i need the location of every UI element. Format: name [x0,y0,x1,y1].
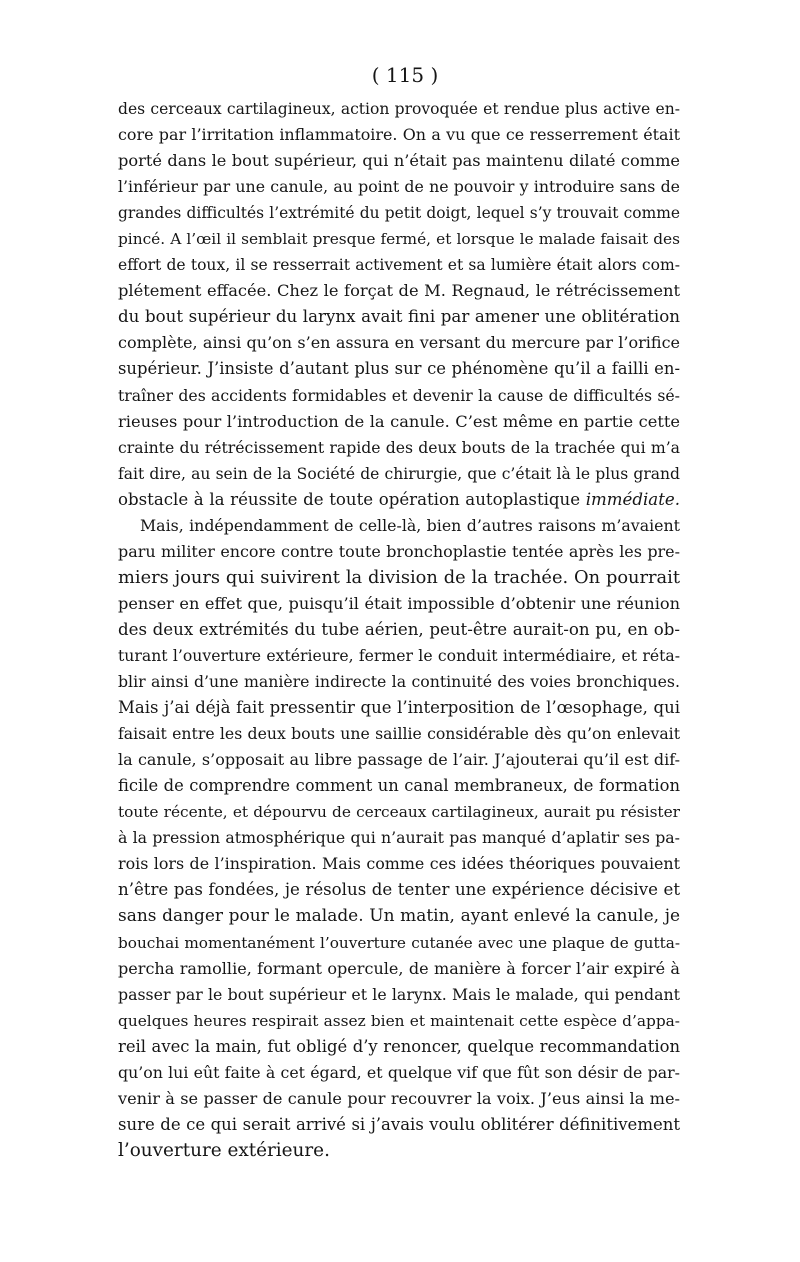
text-line: traîner des accidents formidables et devenir la cause de difficultés sé- [118,385,680,405]
italic-word: immédiate. [585,489,680,509]
text-line: des deux extrémités du tube aérien, peut-être aurait-on pu, en ob- [118,619,680,639]
text-line: pincé. A l’œil il semblait presque fermé, et lorsque le malade faisait des [118,230,680,249]
text-line: penser en effet que, puisqu’il était impossible d’obtenir une réunion [118,593,680,613]
text-line-with-italic [118,487,680,513]
text-line: complète, ainsi qu’on s’en assura en versant du mercure par l’orifice [118,333,680,353]
text-line: core par l’irritation inflammatoire. On a vu que ce resserrement était [118,125,680,145]
text-line: percha ramollie, formant opercule, de manière à forcer l’air expiré à [118,958,680,978]
text-line: plétement effacée. Chez le forçat de M. Regnaud, le rétrécissement [118,281,680,301]
text-line: ficile de comprendre comment un canal membraneux, de formation [118,776,680,796]
text-line: grandes difficultés l’extrémité du petit doigt, lequel s’y trouvait comme [118,204,680,223]
text-line: l’inférieur par une canule, au point de ne pouvoir y introduire sans de [118,177,680,197]
text-line: faisait entre les deux bouts une saillie considérable dès qu’on enlevait [118,724,680,744]
page [118,58,680,1164]
text-line: n’être pas fondées, je résolus de tenter une expérience décisive et [118,880,680,900]
text-line: porté dans le bout supérieur, qui n’était pas maintenu dilaté comme [118,151,680,171]
text-line: supérieur. J’insiste d’autant plus sur ce phénomène qu’il a failli en- [118,359,680,379]
page-number: ( 115 ) [371,63,439,87]
text-line: Mais j’ai déjà fait pressentir que l’interposition de l’œsophage, qui [118,698,680,718]
text-line: rieuses pour l’introduction de la canule. C’est même en partie cette [118,411,680,431]
text-line: passer par le bout supérieur et le larynx. Mais le malade, qui pendant [118,984,680,1004]
text-line: des cerceaux cartilagineux, action provoquée et rendue plus active en- [118,100,680,118]
text-line: du bout supérieur du larynx avait fini par amener une oblitération [118,307,680,327]
text-line: venir à se passer de canule pour recouvrer la voix. J’eus ainsi la me- [118,1088,680,1108]
body-text [118,96,680,1164]
text-line: reil avec la main, fut obligé d’y renoncer, quelque recommandation [118,1036,680,1056]
text-line: blir ainsi d’une manière indirecte la continuité des voies bronchiques. [118,672,680,692]
paragraph-end-line: l’ouverture extérieure. [118,1139,330,1161]
text-line: turant l’ouverture extérieure, fermer le conduit intermédiaire, et réta- [118,645,680,665]
text-line: paru militer encore contre toute bronchoplastie tentée après les pre- [118,541,680,561]
text-line: quelques heures respirait assez bien et maintenait cette espèce d’appa- [118,1011,680,1030]
text-line: la canule, s’opposait au libre passage de l’air. J’ajouterai qu’il est dif- [118,750,680,770]
text-line: crainte du rétrécissement rapide des deux bouts de la trachée qui m’a [118,437,680,457]
text-line: sans danger pour le malade. Un matin, ayant enlevé la canule, je [118,906,680,927]
text-line: rois lors de l’inspiration. Mais comme ces idées théoriques pouvaient [118,854,680,874]
text-line: toute récente, et dépourvu de cerceaux cartilagineux, aurait pu résister [118,803,680,822]
text-line: qu’on lui eût faite à cet égard, et quelque vif que fût son désir de par- [118,1062,680,1082]
text-line: miers jours qui suivirent la division de la trachée. On pourrait [118,566,680,588]
text-line: effort de toux, il se resserrait activement et sa lumière était alors com- [118,256,680,275]
text-segment: obstacle à la réussite de toute opération autoplastique [118,489,581,509]
text-line: sure de ce qui serait arrivé si j’avais voulu oblitérer définitivement [118,1114,680,1134]
text-line: bouchai momentanément l’ouverture cutanée avec une plaque de gutta- [118,933,680,952]
text-line: à la pression atmosphérique qui n’aurait pas manqué d’aplatir ses pa- [118,828,680,848]
paragraph-start-line: Mais, indépendamment de celle-là, bien d’autres raisons m’avaient [140,515,680,535]
text-line: fait dire, au sein de la Société de chirurgie, que c’était là le plus grand [118,464,680,483]
